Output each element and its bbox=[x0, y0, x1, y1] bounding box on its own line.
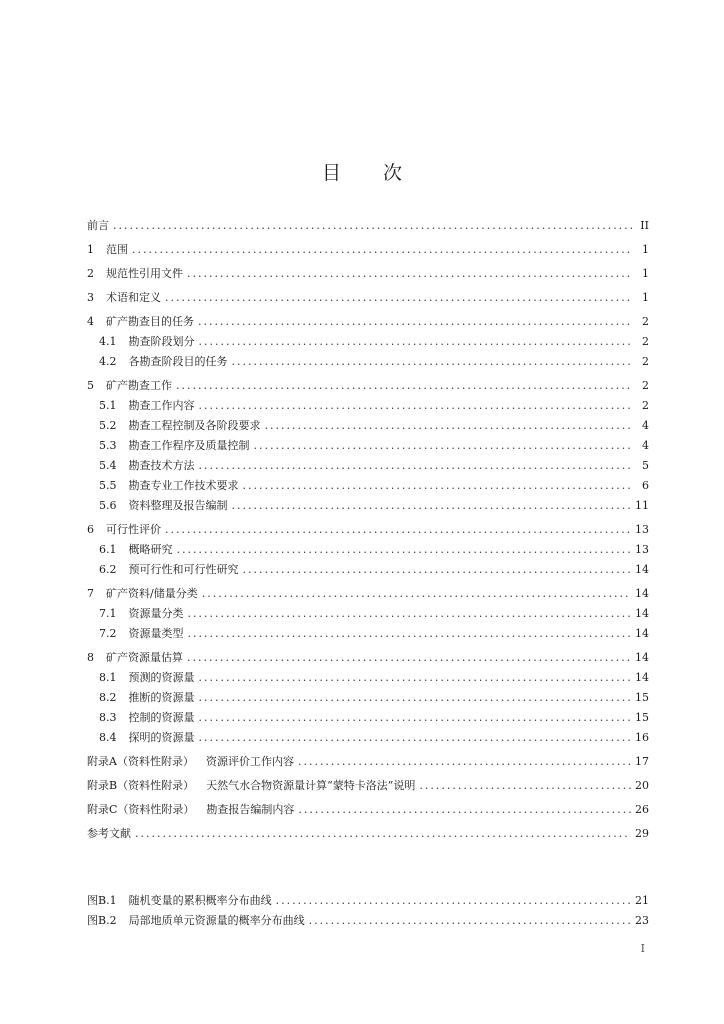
toc-entry-page: 20 bbox=[635, 779, 649, 792]
toc-entry[interactable] bbox=[87, 288, 649, 308]
toc-entry[interactable] bbox=[87, 824, 649, 844]
toc-entry-title: 勘查阶段划分 bbox=[128, 335, 195, 348]
toc-entry-page: 17 bbox=[635, 755, 649, 768]
toc-entry-title: 可行性评价 bbox=[106, 523, 161, 536]
toc-entry-title: 探明的资源量 bbox=[128, 731, 195, 744]
toc-leader-dots bbox=[199, 708, 632, 728]
toc-entry[interactable] bbox=[87, 688, 649, 708]
toc-entry-number: 5.3 bbox=[99, 439, 117, 452]
toc-entry-number: 8.2 bbox=[99, 691, 117, 704]
toc-entry[interactable] bbox=[87, 476, 649, 496]
toc-entry-title: 预测的资源量 bbox=[128, 671, 195, 684]
toc-entry-number: 5.6 bbox=[99, 499, 117, 512]
toc-entry[interactable] bbox=[87, 708, 649, 728]
toc-leader-dots bbox=[309, 911, 631, 931]
toc-entry-title: 预可行性和可行性研究 bbox=[128, 563, 239, 576]
table-of-contents bbox=[87, 216, 649, 844]
toc-entry-page: 14 bbox=[635, 587, 649, 600]
toc-entry-page: 5 bbox=[642, 459, 649, 472]
toc-entry[interactable] bbox=[87, 352, 649, 372]
toc-entry-title: 矿产资料/储量分类 bbox=[106, 587, 198, 600]
toc-leader-dots bbox=[298, 800, 631, 820]
toc-entry-title: 资源量类型 bbox=[128, 627, 184, 640]
toc-entry-number: 6 bbox=[87, 523, 94, 536]
toc-leader-dots bbox=[298, 752, 631, 772]
toc-entry[interactable] bbox=[87, 332, 649, 352]
toc-entry-number: 5.4 bbox=[99, 459, 117, 472]
toc-entry[interactable] bbox=[87, 240, 649, 260]
toc-entry[interactable] bbox=[87, 624, 649, 644]
toc-leader-dots bbox=[198, 312, 633, 332]
toc-entry[interactable] bbox=[87, 216, 649, 236]
toc-entry-number: 7.1 bbox=[99, 607, 117, 620]
toc-entry-title: 参考文献 bbox=[87, 827, 131, 840]
toc-entry-title: 规范性引用文件 bbox=[106, 267, 183, 280]
toc-entry-page: 4 bbox=[642, 439, 649, 452]
toc-entry[interactable] bbox=[87, 436, 649, 456]
toc-leader-dots bbox=[202, 584, 631, 604]
toc-entry-number: 5.1 bbox=[99, 399, 117, 412]
toc-leader-dots bbox=[165, 288, 633, 308]
toc-entry-number: 5.2 bbox=[99, 419, 117, 432]
toc-entry-title: 局部地质单元资源量的概率分布曲线 bbox=[128, 914, 305, 927]
toc-entry-page: 2 bbox=[642, 399, 649, 412]
toc-entry-page: 15 bbox=[635, 691, 649, 704]
toc-leader-dots bbox=[232, 352, 634, 372]
toc-entry-number: 附录C（资料性附录） bbox=[87, 803, 195, 816]
toc-entry-page: II bbox=[640, 219, 649, 232]
toc-entry-number: 5.5 bbox=[99, 479, 117, 492]
toc-entry[interactable] bbox=[87, 800, 649, 820]
toc-entry[interactable] bbox=[87, 728, 649, 748]
toc-entry-page: 14 bbox=[635, 563, 649, 576]
toc-entry[interactable] bbox=[87, 416, 649, 436]
toc-leader-dots bbox=[199, 688, 632, 708]
toc-entry-number: 1 bbox=[87, 243, 94, 256]
toc-leader-dots bbox=[199, 396, 634, 416]
toc-entry-title: 矿产勘查目的任务 bbox=[106, 315, 194, 328]
toc-leader-dots bbox=[176, 376, 633, 396]
toc-entry[interactable] bbox=[87, 776, 649, 796]
page-title: 目 次 bbox=[321, 162, 421, 184]
toc-leader-dots bbox=[419, 776, 631, 796]
toc-entry-number: 图B.1 bbox=[87, 894, 117, 907]
toc-entry-title: 各勘查阶段目的任务 bbox=[128, 355, 228, 368]
toc-entry-number: 图B.2 bbox=[87, 914, 117, 927]
toc-entry-title: 概略研究 bbox=[128, 543, 173, 556]
toc-entry-page: 16 bbox=[635, 731, 649, 744]
toc-entry-title: 范围 bbox=[106, 243, 128, 256]
toc-leader-dots bbox=[165, 520, 631, 540]
toc-entry-page: 13 bbox=[635, 523, 649, 536]
toc-entry-page: 4 bbox=[642, 419, 649, 432]
toc-entry-page: 2 bbox=[642, 335, 649, 348]
toc-leader-dots bbox=[199, 668, 632, 688]
toc-entry[interactable] bbox=[87, 752, 649, 772]
toc-leader-dots bbox=[177, 540, 632, 560]
toc-leader-dots bbox=[135, 824, 631, 844]
toc-entry-page: 2 bbox=[642, 315, 649, 328]
toc-entry-title: 天然气水合物资源量计算“蒙特卡洛法”说明 bbox=[206, 779, 416, 792]
toc-entry-page: 2 bbox=[642, 379, 649, 392]
toc-entry-title: 勘查工作程序及质量控制 bbox=[128, 439, 250, 452]
toc-entry-title: 勘查专业工作技术要求 bbox=[128, 479, 239, 492]
toc-entry[interactable] bbox=[87, 560, 649, 580]
toc-entry[interactable] bbox=[87, 668, 649, 688]
toc-leader-dots bbox=[265, 416, 634, 436]
toc-entry-number: 4.2 bbox=[99, 355, 117, 368]
toc-entry[interactable] bbox=[87, 604, 649, 624]
toc-entry[interactable] bbox=[87, 540, 649, 560]
toc-entry-title: 矿产资源量估算 bbox=[106, 651, 183, 664]
toc-entry-title: 勘查工程控制及各阶段要求 bbox=[128, 419, 261, 432]
toc-entry-number: 5 bbox=[87, 379, 94, 392]
toc-entry[interactable] bbox=[87, 456, 649, 476]
toc-entry-page: 14 bbox=[635, 671, 649, 684]
toc-entry-page: 15 bbox=[635, 711, 649, 724]
toc-entry[interactable] bbox=[87, 891, 649, 911]
toc-entry-number: 8 bbox=[87, 651, 94, 664]
toc-entry[interactable] bbox=[87, 520, 649, 540]
toc-entry-title: 随机变量的累积概率分布曲线 bbox=[128, 894, 272, 907]
toc-entry-page: 14 bbox=[635, 627, 649, 640]
toc-entry-page: 11 bbox=[635, 499, 649, 512]
toc-entry-number: 附录A（资料性附录） bbox=[87, 755, 194, 768]
toc-entry-page: 14 bbox=[635, 651, 649, 664]
toc-entry-title: 勘查工作内容 bbox=[128, 399, 195, 412]
toc-leader-dots bbox=[199, 456, 634, 476]
toc-entry-page: 1 bbox=[642, 243, 649, 256]
toc-entry-number: 8.1 bbox=[99, 671, 117, 684]
toc-entry[interactable] bbox=[87, 911, 649, 931]
toc-entry-page: 1 bbox=[642, 267, 649, 280]
toc-leader-dots bbox=[132, 240, 633, 260]
page-number: I bbox=[640, 942, 645, 955]
toc-entry-number: 8.4 bbox=[99, 731, 117, 744]
figure-list bbox=[87, 891, 649, 931]
toc-entry-title: 控制的资源量 bbox=[128, 711, 195, 724]
toc-entry[interactable] bbox=[87, 376, 649, 396]
toc-entry-number: 7.2 bbox=[99, 627, 117, 640]
toc-leader-dots bbox=[199, 728, 632, 748]
toc-leader-dots bbox=[243, 476, 634, 496]
toc-entry[interactable] bbox=[87, 312, 649, 332]
toc-entry-number: 8.3 bbox=[99, 711, 117, 724]
toc-leader-dots bbox=[187, 264, 633, 284]
toc-entry-title: 资料整理及报告编制 bbox=[128, 499, 228, 512]
toc-leader-dots bbox=[243, 560, 632, 580]
toc-leader-dots bbox=[232, 496, 632, 516]
toc-entry-title: 术语和定义 bbox=[106, 291, 161, 304]
toc-entry-number: 2 bbox=[87, 267, 94, 280]
toc-entry-page: 23 bbox=[635, 914, 649, 927]
toc-entry[interactable] bbox=[87, 648, 649, 668]
toc-entry-number: 4.1 bbox=[99, 335, 117, 348]
toc-entry-title: 推断的资源量 bbox=[128, 691, 195, 704]
toc-entry-title: 资源评价工作内容 bbox=[205, 755, 294, 768]
toc-entry-number: 附录B（资料性附录） bbox=[87, 779, 195, 792]
toc-leader-dots bbox=[276, 891, 631, 911]
toc-entry-page: 1 bbox=[642, 291, 649, 304]
toc-entry[interactable] bbox=[87, 584, 649, 604]
toc-entry-title: 前言 bbox=[87, 219, 109, 232]
toc-entry-page: 6 bbox=[642, 479, 649, 492]
toc-entry-title: 资源量分类 bbox=[128, 607, 184, 620]
toc-leader-dots bbox=[254, 436, 634, 456]
toc-leader-dots bbox=[199, 332, 634, 352]
toc-entry-number: 7 bbox=[87, 587, 94, 600]
toc-entry-title: 勘查技术方法 bbox=[128, 459, 195, 472]
toc-entry-number: 6.1 bbox=[99, 543, 117, 556]
toc-entry-number: 6.2 bbox=[99, 563, 117, 576]
toc-leader-dots bbox=[188, 604, 632, 624]
toc-entry-page: 29 bbox=[635, 827, 649, 840]
toc-leader-dots bbox=[187, 648, 631, 668]
toc-entry[interactable] bbox=[87, 264, 649, 284]
toc-leader-dots bbox=[113, 216, 633, 236]
toc-entry-page: 26 bbox=[635, 803, 649, 816]
toc-entry-number: 4 bbox=[87, 315, 94, 328]
toc-entry-page: 13 bbox=[635, 543, 649, 556]
toc-entry-page: 14 bbox=[635, 607, 649, 620]
toc-entry[interactable] bbox=[87, 396, 649, 416]
toc-entry-title: 矿产勘查工作 bbox=[106, 379, 172, 392]
toc-leader-dots bbox=[188, 624, 632, 644]
toc-entry-page: 21 bbox=[635, 894, 649, 907]
toc-entry-page: 2 bbox=[642, 355, 649, 368]
toc-entry[interactable] bbox=[87, 496, 649, 516]
toc-entry-title: 勘查报告编制内容 bbox=[206, 803, 295, 816]
toc-entry-number: 3 bbox=[87, 291, 94, 304]
